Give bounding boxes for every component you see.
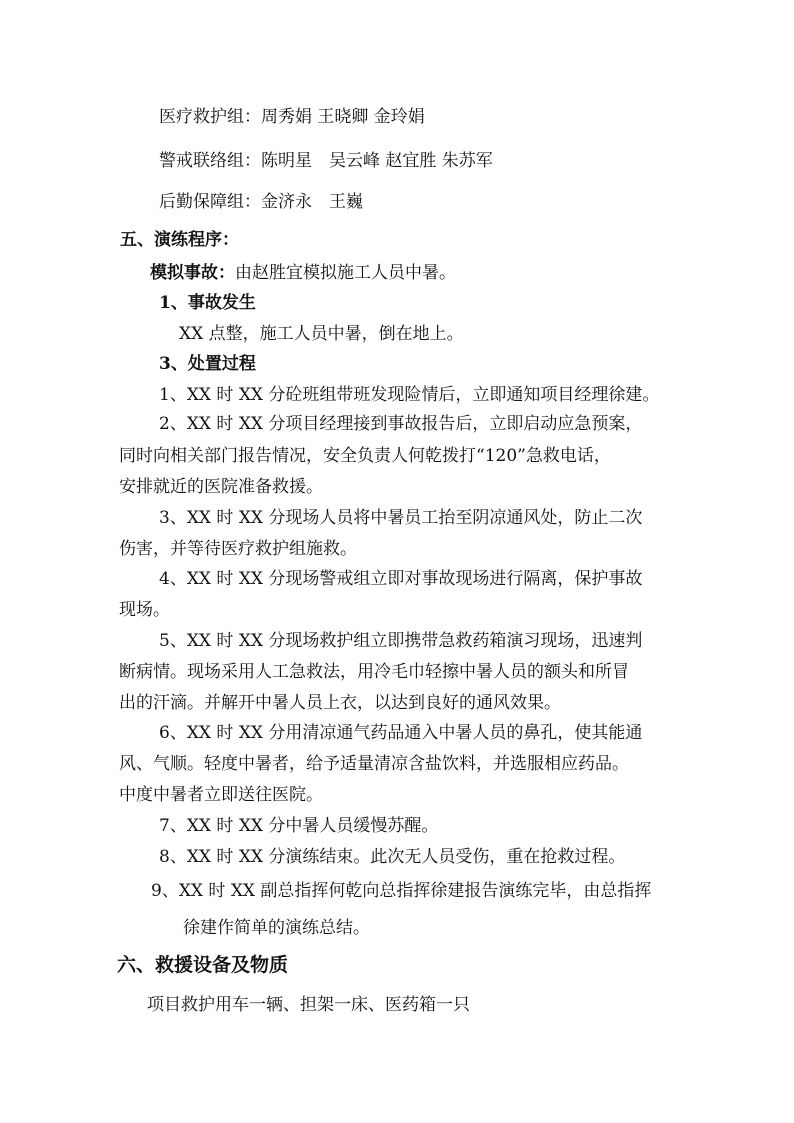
step-line: 7、XX 时 XX 分中暑人员缓慢苏醒。 bbox=[159, 816, 439, 836]
subsection-1-text: XX 点整，施工人员中暑，倒在地上。 bbox=[179, 324, 464, 344]
step-line: 8、XX 时 XX 分演练结束。此次无人员受伤，重在抢救过程。 bbox=[159, 847, 626, 867]
step-line: 伤害，并等待医疗救护组施救。 bbox=[119, 539, 357, 559]
section6-heading: 六、救援设备及物质 bbox=[117, 954, 289, 976]
step-line: 5、XX 时 XX 分现场救护组立即携带急救药箱演习现场，迅速判 bbox=[159, 631, 643, 651]
step-line: 徐建作简单的演练总结。 bbox=[183, 918, 370, 938]
section6-text: 项目救护用车一辆、担架一床、医药箱一只 bbox=[147, 995, 470, 1015]
step-line: 2、XX 时 XX 分项目经理接到事故报告后，立即启动应急预案， bbox=[159, 414, 643, 434]
sim-accident-label: 模拟事故： bbox=[150, 263, 235, 283]
step-line: 3、XX 时 XX 分现场人员将中暑员工抬至阴凉通风处，防止二次 bbox=[159, 508, 643, 528]
subsection-1-heading: 1、事故发生 bbox=[159, 293, 256, 313]
step-line: 同时向相关部门报告情况，安全负责人何乾拨打“120”急救电话， bbox=[119, 446, 611, 466]
section5-heading: 五、演练程序： bbox=[120, 230, 239, 250]
alert-group-line: 警戒联络组：陈明星 吴云峰 赵宜胜 朱苏军 bbox=[159, 151, 493, 171]
step-line: 安排就近的医院准备救援。 bbox=[119, 477, 323, 497]
step-line: 6、XX 时 XX 分用清凉通气药品通入中暑人员的鼻孔，使其能通 bbox=[159, 723, 643, 743]
logistics-group-line: 后勤保障组：金济永 王巍 bbox=[159, 192, 363, 212]
sim-accident-line bbox=[150, 262, 456, 284]
step-line: 断病情。现场采用人工急救法，用冷毛巾轻擦中暑人员的额头和所冒 bbox=[119, 662, 629, 682]
step-line: 中度中暑者立即送往医院。 bbox=[119, 785, 323, 805]
medical-group-line: 医疗救护组：周秀娟 王晓卿 金玲娟 bbox=[159, 107, 425, 127]
subsection-3-heading: 3、处置过程 bbox=[159, 354, 256, 374]
step-line: 4、XX 时 XX 分现场警戒组立即对事故现场进行隔离，保护事故 bbox=[159, 569, 643, 589]
step-line: 1、XX 时 XX 分砼班组带班发现险情后，立即通知项目经理徐建。 bbox=[159, 385, 660, 405]
step-line: 出的汗滴。并解开中暑人员上衣，以达到良好的通风效果。 bbox=[119, 693, 561, 713]
step-line: 现场。 bbox=[119, 600, 170, 620]
step-line: 9、XX 时 XX 副总指挥何乾向总指挥徐建报告演练完毕，由总指挥 bbox=[151, 881, 652, 901]
step-line: 风、气顺。轻度中暑者，给予适量清凉含盐饮料，并选服相应药品。 bbox=[119, 754, 629, 774]
sim-accident-text: 由赵胜宜模拟施工人员中暑。 bbox=[235, 263, 456, 283]
